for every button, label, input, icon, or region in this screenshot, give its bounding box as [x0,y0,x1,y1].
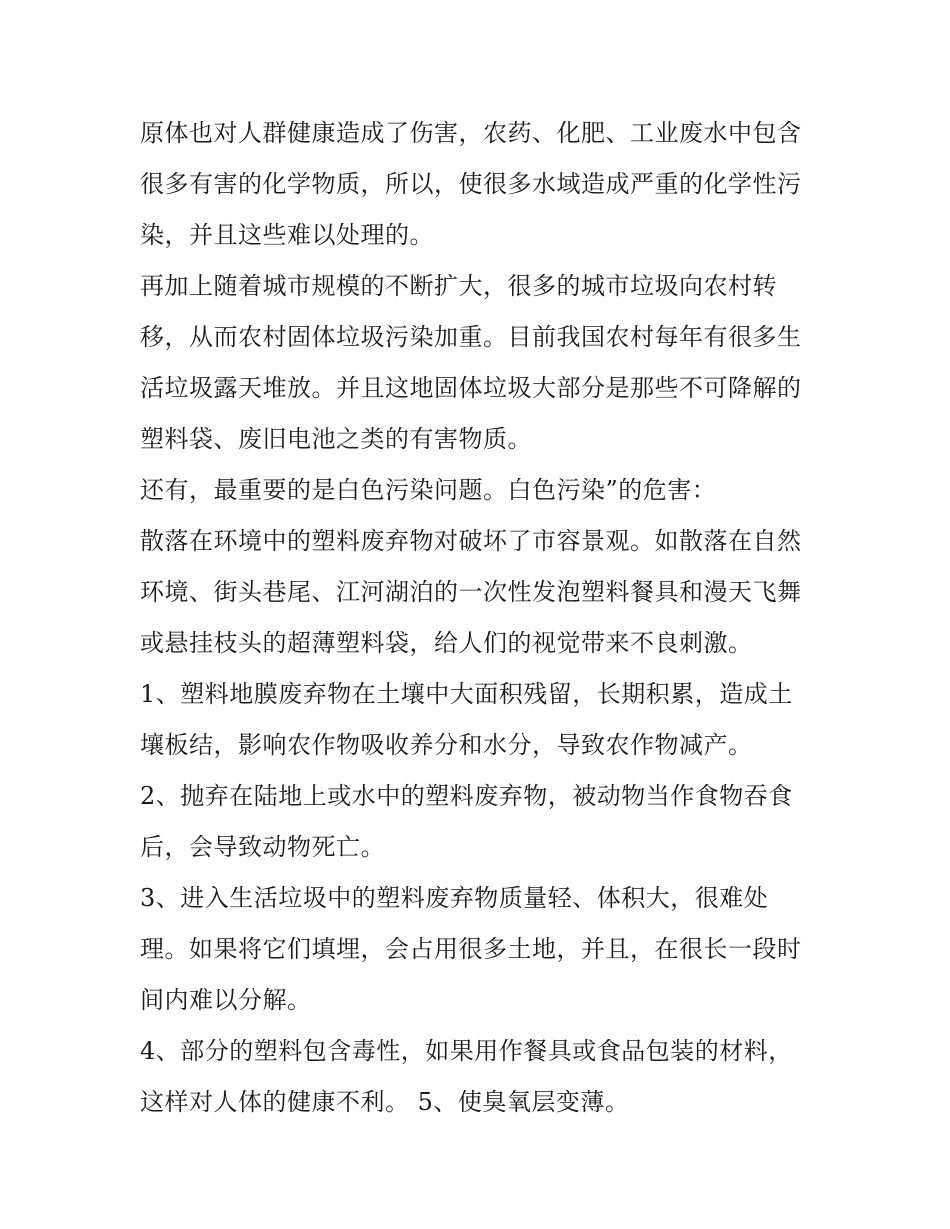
text-line: 壤板结，影响农作物吸收养分和水分，导致农作物减产。 [140,731,753,759]
text-line: 理。如果将它们填埋，会占用很多土地，并且，在很长一段时 [140,935,802,963]
text-line: 塑料袋、废旧电池之类的有害物质。 [140,425,532,453]
text-line: 很多有害的化学物质，所以，使很多水域造成严重的化学性污 [140,170,802,198]
text-line: 再加上随着城市规模的不断扩大，很多的城市垃圾向农村转 [140,272,777,300]
text-line: 后，会导致动物死亡。 [140,833,385,861]
text-line: 原体也对人群健康造成了伤害，农药、化肥、工业废水中包含 [140,119,802,147]
text-line: 这样对人体的健康不利。 5、使臭氧层变薄。 [140,1088,630,1116]
text-line: 染，并且这些难以处理的。 [140,221,434,249]
text-line: 间内难以分解。 [140,986,312,1014]
text-line: 环境、街头巷尾、江河湖泊的一次性发泡塑料餐具和漫天飞舞 [140,578,802,606]
text-line: 还有，最重要的是白色污染问题。白色污染”的危害： [140,476,717,504]
text-line: 3、进入生活垃圾中的塑料废弃物质量轻、体积大，很难处 [140,884,769,912]
document-body [140,108,820,1128]
text-line: 活垃圾露天堆放。并且这地固体垃圾大部分是那些不可降解的 [140,374,802,402]
text-line: 2、抛弃在陆地上或水中的塑料废弃物，被动物当作食物吞食 [140,782,793,810]
text-line: 散落在环境中的塑料废弃物对破坏了市容景观。如散落在自然 [140,527,802,555]
text-line: 移，从而农村固体垃圾污染加重。目前我国农村每年有很多生 [140,323,802,351]
text-line: 1、塑料地膜废弃物在土壤中大面积残留，长期积累，造成土 [140,680,793,708]
text-line: 4、部分的塑料包含毒性，如果用作餐具或食品包装的材料， [140,1037,793,1065]
text-line: 或悬挂枝头的超薄塑料袋，给人们的视觉带来不良刺激。 [140,629,753,657]
